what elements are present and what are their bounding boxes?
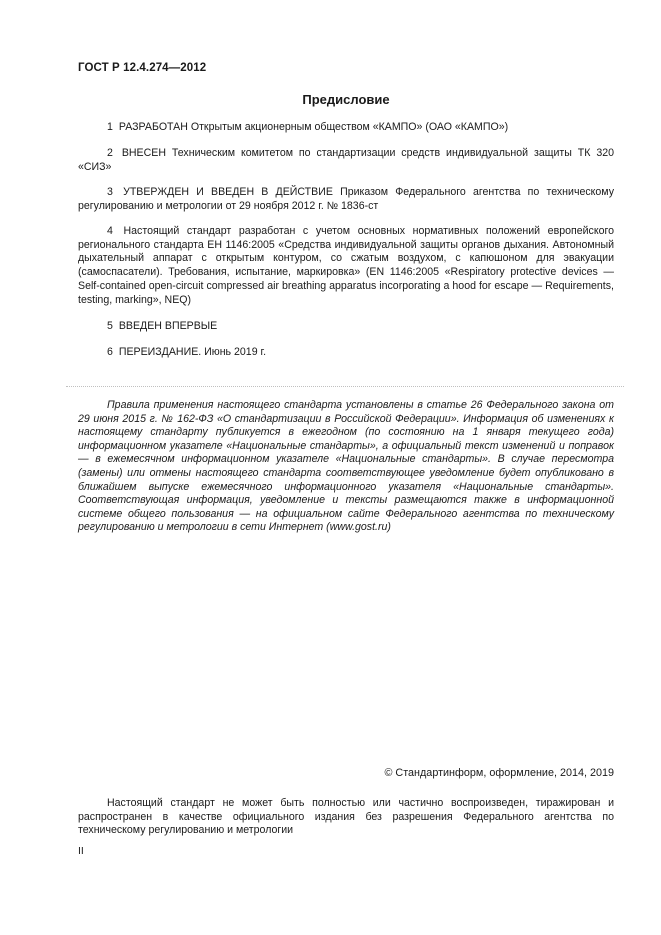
reproduction-notice: Настоящий стандарт не может быть полностью или частично воспроизведен, тиражирован и распространен в качестве официального издания без разрешения Федерального агентства по техническому регулированию и метрологии [78, 797, 614, 837]
item-number: 4 [107, 225, 113, 237]
item-number: 1 [107, 121, 113, 133]
item-text: ВВЕДЕН ВПЕРВЫЕ [118, 320, 218, 332]
item-number: 6 [107, 346, 113, 358]
item-number: 3 [107, 186, 113, 198]
foreword-item-2 [78, 147, 614, 174]
foreword-title: Предисловие [302, 92, 390, 107]
foreword-item-3 [78, 186, 614, 213]
item-text: РАЗРАБОТАН Открытым акционерным обществом «КАМПО» (ОАО «КАМПО») [118, 121, 509, 133]
item-text: УТВЕРЖДЕН И ВВЕДЕН В ДЕЙСТВИЕ Приказом Федерального агентства по техническому регулированию и метрологии от 29 ноября 2012 г. № 1836-ст [78, 186, 614, 212]
item-number: 2 [107, 147, 113, 159]
item-text: Настоящий стандарт разработан с учетом основных нормативных положений европейского регионального стандарта ЕН 1146:2005 «Средства индивидуальной защиты органов дыхания. Автономный дыхательный аппарат с открытым контуром, со сжатым воздухом, с капюшоном для эвакуации (самоспасатели). Требования, испытание, маркировка» (EN 1146:2005 «Respiratory protective devices — Self-contained open-circuit compressed air breathing apparatus incorporating a hood for escape — Requirements, testing, marking», NEQ) [78, 225, 614, 306]
standard-code-header: ГОСТ Р 12.4.274—2012 [78, 62, 207, 74]
section-divider [66, 386, 624, 387]
copyright-line: © Стандартинформ, оформление, 2014, 2019 [384, 767, 614, 779]
foreword-item-1 [78, 121, 614, 135]
standard-application-notice: Правила применения настоящего стандарта установлены в статье 26 Федерального закона от 29 июня 2015 г. № 162-ФЗ «О стандартизации в Российской Федерации». Информация об изменениях к настоящему стандарту публикуется в ежегодном (по состоянию на 1 января текущего года) информационном указателе «Национальные стандарты», а официальный текст изменений и поправок — в ежемесячном информационном указателе «Национальные стандарты». В случае пересмотра (замены) или отмены настоящего стандарта соответствующее уведомление будет опубликовано в ближайшем выпуске ежемесячного информационного указателя «Национальные стандарты». Соответствующая информация, уведомление и тексты размещаются также в информационной системе общего пользования — на официальном сайте Федерального агентства по техническому регулированию и метрологии в сети Интернет (www.gost.ru) [78, 399, 614, 534]
foreword-item-6 [78, 346, 614, 360]
item-text: ПЕРЕИЗДАНИЕ. Июнь 2019 г. [118, 346, 267, 358]
item-text: ВНЕСЕН Техническим комитетом по стандартизации средств индивидуальной защиты ТК 320 «СИЗ» [78, 147, 614, 173]
page-number: II [78, 845, 84, 857]
foreword-item-5 [78, 320, 614, 334]
item-number: 5 [107, 320, 113, 332]
foreword-item-4 [78, 225, 614, 307]
